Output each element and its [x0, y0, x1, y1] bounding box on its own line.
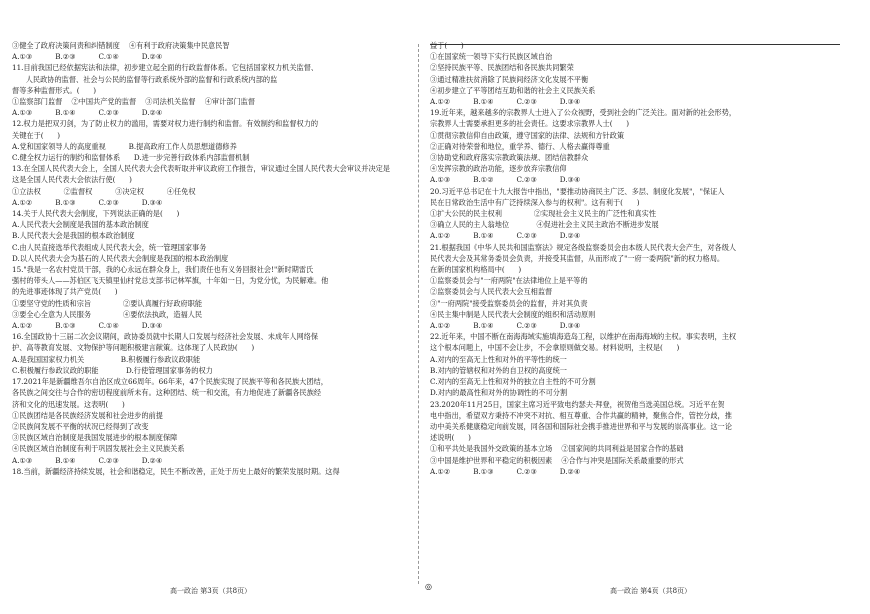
left-footer: 高一政治 第3页（共8页）: [170, 587, 252, 595]
text-line: ②正确对待荣誉和地位，重学养、德行、人格去赢得尊重: [430, 141, 610, 151]
text-line: 15."我是一名农村党员干部，我的心永远在群众身上，我们责任也有义务回报社会!"新时期雷氏: [12, 265, 314, 275]
text-line: 这是全国人民代表大会依法行使( ): [12, 175, 132, 185]
text-line: ②监察委员会与人民代表大会互相监督: [430, 287, 553, 297]
text-line: A.①② B.①③ C.①④ D.③④: [12, 321, 163, 331]
text-line: 的先进事迹体现了共产党员( ): [12, 287, 118, 297]
text-line: 这个根本问题上，中国不会让步，不会拿原则做交易。材料说明，主权是( ): [430, 343, 680, 353]
text-line: 督等多种监督形式。( ): [12, 85, 97, 95]
text-line: ③民族区域自治制度是我国发展进步的根本制度保障: [12, 433, 178, 443]
text-line: 关键在于( ): [12, 130, 61, 140]
text-line: B.人民代表大会是我国的根本政治制度: [12, 231, 135, 241]
right-page: [430, 40, 830, 477]
text-line: 20.习近平总书记在十九大报告中指出，"要推动协商民主广泛、多层、制度化发展"，"保证人: [430, 186, 725, 196]
text-line: A.①② B.①③ C.②③ D.③④: [12, 197, 163, 207]
text-line: ③要全心全意为人民服务 ④要依法执政，造福人民: [12, 309, 203, 319]
text-line: 人民政协的监督、社会与公民的监督等行政系统外部的监督和行政系统内部的监: [12, 74, 278, 84]
text-line: A.是我国国家权力机关 B.积极履行参政议政职能: [12, 354, 201, 364]
text-line: A.①③ B.①④ C.②③ D.②④: [12, 455, 163, 465]
text-line: ④初步建立了平等团结互助和谐的社会主义民族关系: [430, 85, 596, 95]
text-line: 济和文化的迅速发展。这表明( ): [12, 399, 125, 409]
text-line: D.对内的最高性和对外的协调性的不可分割: [430, 388, 568, 398]
text-line: ③中国是维护世界和平稳定的积极因素 ④合作与冲突是国际关系最重要的形式: [430, 455, 684, 465]
text-line: 宗教界人士需要承担更多的社会责任。这要求宗教界人士( ): [430, 119, 630, 129]
text-line: 12.权力是把双刃剑，为了防止权力的滥用，需要对权力进行制约和监督。有效制约和监督权力的: [12, 119, 319, 129]
text-line: A.①② B.①③ C.②③ D.②④: [430, 466, 581, 476]
text-line: 14.关于人民代表大会制度，下列说法正确的是( ): [12, 209, 180, 219]
text-line: 在新的国家机构格局中( ): [430, 265, 522, 275]
text-line: B.对内的管辖权和对外的自卫权的高度统一: [430, 365, 567, 375]
text-line: ①和平共处是我国外交政策的基本立场 ②国家间的共同利益是国家合作的基础: [430, 444, 684, 454]
text-line: A.人民代表大会制度是我国的基本政治制度: [12, 220, 149, 230]
binding-mark: ◎: [425, 582, 432, 591]
text-line: 述说明( ): [430, 433, 471, 443]
text-line: ②坚持民族平等、民族团结和各民族共同繁荣: [430, 63, 574, 73]
text-line: C.健全权力运行的制约和监督体系 D.进一步完善行政体系内部监督机制: [12, 153, 250, 163]
text-line: A.①③ B.①④ C.②③ D.②④: [12, 108, 163, 118]
text-line: 益于( ): [430, 41, 464, 50]
text-line: ①扩大公民的民主权利 ②实现社会主义民主的广泛性和真实性: [430, 209, 657, 219]
text-line: 护、高等教育发展、文物保护等问题积极建言献策。这体现了人民政协( ): [12, 343, 255, 353]
text-line: A.党和国家领导人的高度重视 B.提高政府工作人员思想道德修养: [12, 141, 237, 151]
text-line: 17.2021年是新疆维吾尔自治区成立66周年。66年来，47个民族实现了民族平等和各民族大团结，: [12, 377, 328, 387]
text-line: 13.在全国人民代表大会上，全国人民代表大会代表听取并审议政府工作报告，审议通过全国人民代表大会审议并决定是: [12, 164, 390, 174]
text-line: 19.近年来，越来越多的宗教界人士进入了公众视野，受到社会的广泛关注。面对新的社会形势，: [430, 108, 737, 118]
text-line: ①立法权 ②监督权 ③决定权 ④任免权: [12, 186, 196, 196]
text-line: 22.近年来，中国不断在南海海域实施填海造岛工程，以维护在南海海域的主权。事实表明，主权: [430, 332, 737, 342]
text-line: 电中指出，希望双方秉持不冲突不对抗、相互尊重、合作共赢的精神，聚焦合作，管控分歧，推: [430, 410, 732, 420]
text-line: C.由人民直接选举代表组成人民代表大会，统一管理国家事务: [12, 242, 207, 252]
text-line: ③通过精准扶贫消除了民族间经济文化发展不平衡: [430, 74, 589, 84]
text-line: 18.当前，新疆经济持续发展，社会和谐稳定，民生不断改善，正处于历史上最好的繁荣发展时期。这得: [12, 466, 340, 476]
text-line: C.积极履行参政议政的职能 D.行使管理国家事务的权力: [12, 365, 213, 375]
text-line: A.①② B.①④ C.②③ D.③④: [430, 97, 581, 107]
text-line: ①监察委员会与"一府两院"在法律地位上是平等的: [430, 276, 588, 286]
text-line: A.①③ B.①② C.②③ D.③④: [430, 175, 581, 185]
text-line: ②民族间发展不平衡的状况已经得到了改变: [12, 421, 149, 431]
text-line: A.①② B.①④ C.②③ D.③④: [430, 321, 581, 331]
text-line: 11.目前我国已经依据宪法和法律，初步建立起全面的行政监督体系。它包括国家权力机关监督、: [12, 63, 319, 73]
text-line: ①贯彻宗教信仰自由政策，遵守国家的法律、法规和方针政策: [430, 130, 625, 140]
text-line: ③"一府两院"接受监察委员会的监督，并对其负责: [430, 298, 588, 308]
text-line: 21.根据我国《中华人民共和国监察法》规定各级监察委员会由本级人民代表大会产生，对各级人: [430, 242, 737, 252]
text-line: 23.2020年11月25日，国家主席习近平致电约瑟夫·拜登，祝贺他当选美国总统。习近平在贺: [430, 399, 725, 409]
text-line: 民代表大会及其常务委员会负责，并接受其监督，从而形成了"一府一委两院"新的权力格局。: [430, 253, 725, 263]
page-divider: [418, 44, 419, 584]
text-line: ①在国家统一领导下实行民族区域自治: [430, 52, 553, 62]
text-line: ③协助党和政府落实宗教政策法规、团结信教群众: [430, 153, 589, 163]
text-line: ③健全了政府决策问责和纠错制度 ④有利于政府决策集中民意民智: [12, 41, 230, 50]
text-line: D.以人民代表大会为基石的人民代表大会制度是我国的根本政治制度: [12, 253, 229, 263]
text-line: A.①② B.①④ C.②③ D.②④: [430, 231, 581, 241]
left-page: [12, 40, 410, 477]
text-line: A.①③ B.②③ C.①④ D.②④: [12, 52, 163, 62]
text-line: ①民族团结是各民族经济发展和社会进步的前提: [12, 410, 163, 420]
text-line: 各民族之间交往与合作的密切程度前所未有。这种团结、统一和交流，有力地促进了新疆各民族经: [12, 388, 322, 398]
text-line: 民在日常政治生活中有广泛持续深入参与的权利"。这有利于( ): [430, 197, 640, 207]
text-line: A.对内的至高无上性和对外的平等性的统一: [430, 354, 567, 364]
text-line: ①要坚守党的性质和宗旨 ②要认真履行好政府职能: [12, 298, 203, 308]
text-line: ④发挥宗教的政治功能，逐步放弃宗教信仰: [430, 164, 567, 174]
text-line: ①监察部门监督 ②中国共产党的监督 ③司法机关监督 ④审计部门监督: [12, 97, 256, 107]
text-line: ③确立人民的主人翁地位 ④促进社会主义民主政治不断进步发展: [430, 220, 659, 230]
text-line: 动中美关系健康稳定向前发展，同各国和国际社会携手推进世界和平与发展的崇高事业。这一论: [430, 421, 732, 431]
text-line: ④民族区域自治制度有利于巩固发展社会主义民族关系: [12, 444, 185, 454]
text-line: 16.全国政协十三届二次会议期间，政协委员就中长期人口发展与经济社会发展、未成年人网络保: [12, 332, 319, 342]
text-line: ④民主集中制是人民代表大会制度的组织和活动原则: [430, 309, 596, 319]
text-line: C.对内的至高无上性和对外的独立自主性的不可分割: [430, 377, 596, 387]
right-footer: 高一政治 第4页（共8页）: [610, 587, 692, 595]
text-line: 强村的带头人——苏伯区飞天镇里仙村党总支部书记林军旗，十年如一日，为党分忧，为民解难。他: [12, 276, 329, 286]
